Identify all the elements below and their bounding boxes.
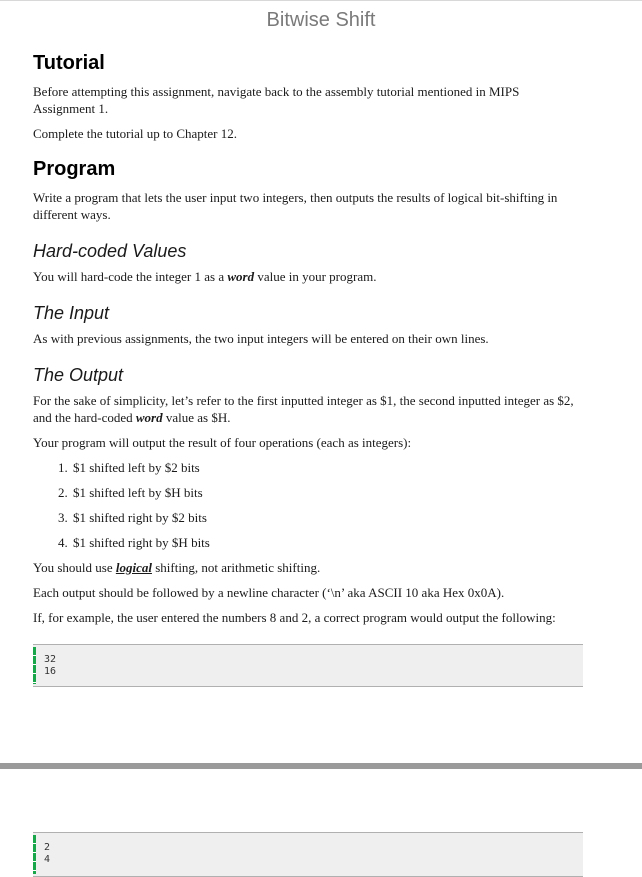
tutorial-paragraph-2: Complete the tutorial up to Chapter 12. [33, 126, 237, 141]
hardcoded-heading: Hard-coded Values [33, 241, 187, 261]
tutorial-paragraph-1: Before attempting this assignment, navigate back to the assembly tutorial mentioned in MIPS Assignment 1. [33, 84, 520, 116]
input-paragraph: As with previous assignments, the two input integers will be entered on their own lines. [33, 331, 489, 346]
output-paragraph-4: Each output should be followed by a newline character (‘\n’ aka ASCII 10 aka Hex 0x0A). [33, 585, 505, 600]
list-item: 2. $1 shifted left by $H bits [71, 484, 578, 501]
program-heading: Program [33, 158, 116, 180]
output-paragraph-5: If, for example, the user entered the numbers 8 and 2, a correct program would output the following: [33, 610, 556, 625]
output-paragraph-3: You should use logical shifting, not arithmetic shifting. [33, 560, 321, 575]
hardcoded-paragraph: You will hard-code the integer 1 as a word value in your program. [33, 269, 377, 284]
code-line: 2 [44, 842, 51, 853]
page-break [0, 763, 642, 769]
tutorial-heading: Tutorial [33, 52, 105, 74]
output-heading: The Output [33, 365, 124, 385]
program-paragraph: Write a program that lets the user input two integers, then outputs the results of logical bit-shifting in different ways. [33, 190, 558, 222]
list-item: 1. $1 shifted left by $2 bits [71, 459, 578, 476]
input-heading: The Input [33, 303, 110, 323]
word-emphasis-2: word [135, 410, 163, 425]
output-paragraph-2: Your program will output the result of four operations (each as integers): [33, 435, 412, 450]
page-title: Bitwise Shift [266, 9, 376, 31]
code-line: 16 [44, 666, 57, 677]
logical-emphasis: logical [115, 560, 152, 575]
code-line: 32 [44, 654, 57, 665]
code-block-output-1 [33, 644, 583, 687]
top-rule [0, 0, 642, 1]
word-emphasis: word [227, 269, 255, 284]
output-paragraph-1: For the sake of simplicity, let’s refer to the first inputted integer as $1, the second inputted integer as $2, and the hard-coded word value as $H. [33, 393, 574, 425]
operations-list [33, 459, 578, 551]
list-item: 4. $1 shifted right by $H bits [71, 534, 578, 551]
code-block-output-2 [33, 832, 583, 877]
code-line: 4 [44, 854, 51, 865]
document-content [33, 52, 578, 634]
list-item: 3. $1 shifted right by $2 bits [71, 509, 578, 526]
